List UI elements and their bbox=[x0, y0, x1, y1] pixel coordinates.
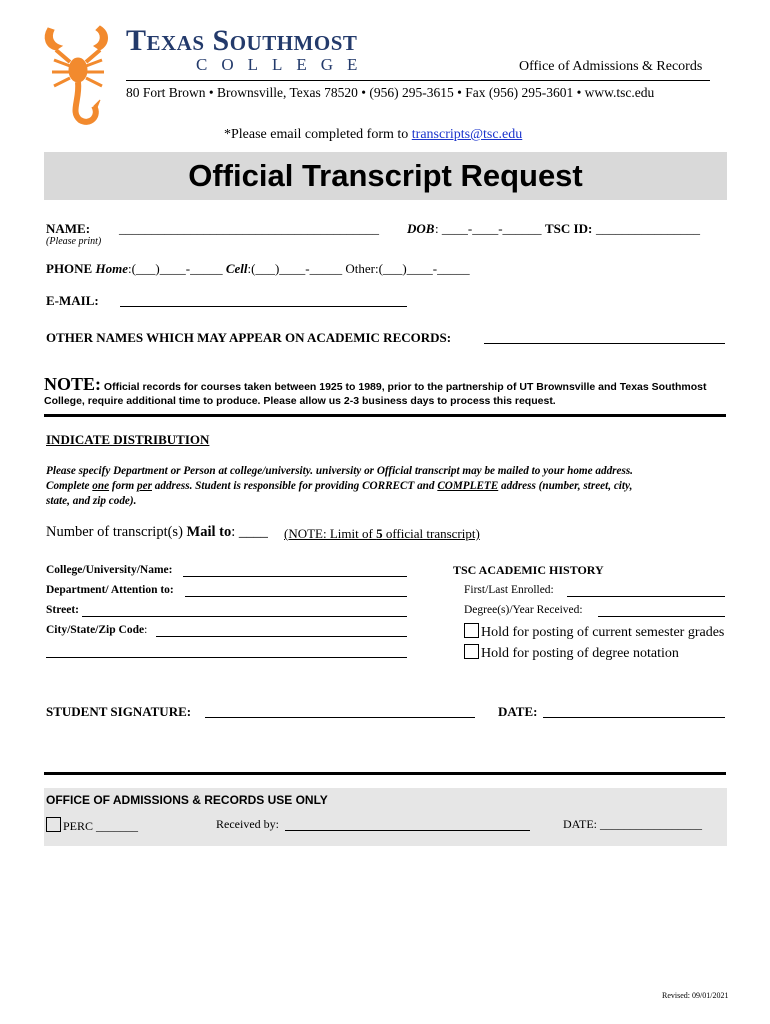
header-rule bbox=[126, 80, 710, 81]
tsc-id-field[interactable]: ________________ bbox=[596, 221, 700, 236]
hold-semester-checkbox[interactable] bbox=[464, 623, 479, 638]
other-names-field[interactable] bbox=[484, 343, 725, 344]
distribution-instr-2: Complete one form per address. Student is responsible for providing CORRECT and COMPLETE address (number, street, city, bbox=[46, 480, 633, 492]
street-field[interactable] bbox=[82, 616, 407, 617]
college-address: 80 Fort Brown • Brownsville, Texas 78520 • (956) 295-3615 • Fax (956) 295-3601 • www.tsc.edu bbox=[126, 85, 655, 100]
department-label: Department/ Attention to: bbox=[46, 584, 174, 596]
hold-degree-option[interactable]: Hold for posting of degree notation bbox=[464, 644, 679, 662]
signature-date-field[interactable] bbox=[543, 717, 725, 718]
cell-phone-field[interactable]: :(___)____-_____ bbox=[247, 261, 343, 276]
office-date-field[interactable]: DATE: _________________ bbox=[563, 817, 702, 831]
hold-semester-option[interactable]: Hold for posting of current semester grades bbox=[464, 623, 724, 641]
received-by-label: Received by: bbox=[216, 817, 279, 831]
dob-field[interactable]: : ____-____-______ bbox=[435, 221, 542, 236]
tsc-id-label: TSC ID: bbox=[545, 221, 593, 236]
city-label: City/State/Zip Code bbox=[46, 624, 145, 636]
history-heading: TSC ACADEMIC HISTORY bbox=[453, 563, 604, 577]
home-label: Home bbox=[95, 261, 128, 276]
city-label-row: City/State/Zip Code: bbox=[46, 624, 148, 636]
revised-date: Revised: 09/01/2021 bbox=[662, 991, 729, 1000]
limit-note: (NOTE: Limit of 5 official transcript) bbox=[284, 526, 480, 541]
city-field[interactable] bbox=[156, 636, 407, 637]
phone-label: PHONE bbox=[46, 261, 93, 276]
distribution-heading: INDICATE DISTRIBUTION bbox=[46, 432, 210, 447]
please-print-note: (Please print) bbox=[46, 236, 102, 247]
cell-label: Cell bbox=[225, 261, 248, 276]
student-signature-label: STUDENT SIGNATURE: bbox=[46, 704, 192, 719]
received-by-field[interactable] bbox=[285, 830, 530, 831]
email-instruction: *Please email completed form to transcripts@tsc.edu bbox=[224, 127, 523, 142]
name-label: NAME: bbox=[46, 221, 91, 236]
first-last-label: First/Last Enrolled: bbox=[464, 584, 554, 596]
note-divider bbox=[44, 414, 726, 417]
page-title: Official Transcript Request bbox=[188, 158, 583, 193]
street-label: Street: bbox=[46, 604, 79, 616]
college-label: College/University/Name: bbox=[46, 564, 173, 576]
signature-divider bbox=[44, 772, 726, 775]
degrees-field[interactable] bbox=[598, 616, 725, 617]
transcripts-email-link[interactable]: transcripts@tsc.edu bbox=[411, 127, 523, 142]
perc-checkbox[interactable] bbox=[46, 817, 61, 832]
email-field[interactable] bbox=[120, 306, 407, 307]
other-names-label: OTHER NAMES WHICH MAY APPEAR ON ACADEMIC RECORDS: bbox=[46, 330, 452, 345]
transcript-count-field[interactable]: : ____ bbox=[231, 524, 268, 540]
hold-degree-checkbox[interactable] bbox=[464, 644, 479, 659]
first-last-field[interactable] bbox=[567, 596, 725, 597]
note-line-2: College, require additional time to produce. Please allow us 2-3 business days to process this request. bbox=[44, 395, 556, 407]
address-extra-field[interactable] bbox=[46, 657, 407, 658]
department-field[interactable] bbox=[185, 596, 407, 597]
note-label: NOTE: bbox=[44, 374, 102, 394]
other-phone-field[interactable]: Other:(___)____-_____ bbox=[345, 261, 470, 276]
dob-label: DOB bbox=[407, 221, 435, 236]
note-line-1: NOTE: Official records for courses taken between 1925 to 1989, prior to the partnership of UT Brownsville and Texas Southmost bbox=[44, 374, 707, 394]
phone-row bbox=[46, 261, 470, 277]
college-field[interactable] bbox=[183, 576, 407, 577]
college-name: Texas Southmost bbox=[126, 24, 358, 57]
name-field[interactable]: ________________________________________ bbox=[119, 221, 379, 236]
office-use-heading: OFFICE OF ADMISSIONS & RECORDS USE ONLY bbox=[46, 793, 328, 807]
distribution-instr-3: state, and zip code). bbox=[46, 495, 137, 507]
home-phone-field[interactable]: :(___)____-_____ bbox=[127, 261, 223, 276]
signature-date-label: DATE: bbox=[498, 704, 538, 719]
scorpion-logo bbox=[40, 20, 122, 130]
email-label: E-MAIL: bbox=[46, 293, 99, 308]
degrees-label: Degree(s)/Year Received: bbox=[464, 604, 583, 616]
student-signature-field[interactable] bbox=[205, 717, 475, 718]
perc-option[interactable]: PERC _______ bbox=[46, 817, 138, 834]
mail-to-row: Number of transcript(s) Mail to: ____ bbox=[46, 524, 268, 540]
distribution-instr-1: Please specify Department or Person at college/university. university or Official transcript may be mailed to your home address. bbox=[46, 465, 633, 477]
college-subtitle: COLLEGE bbox=[196, 55, 372, 74]
office-name: Office of Admissions & Records bbox=[519, 59, 703, 74]
